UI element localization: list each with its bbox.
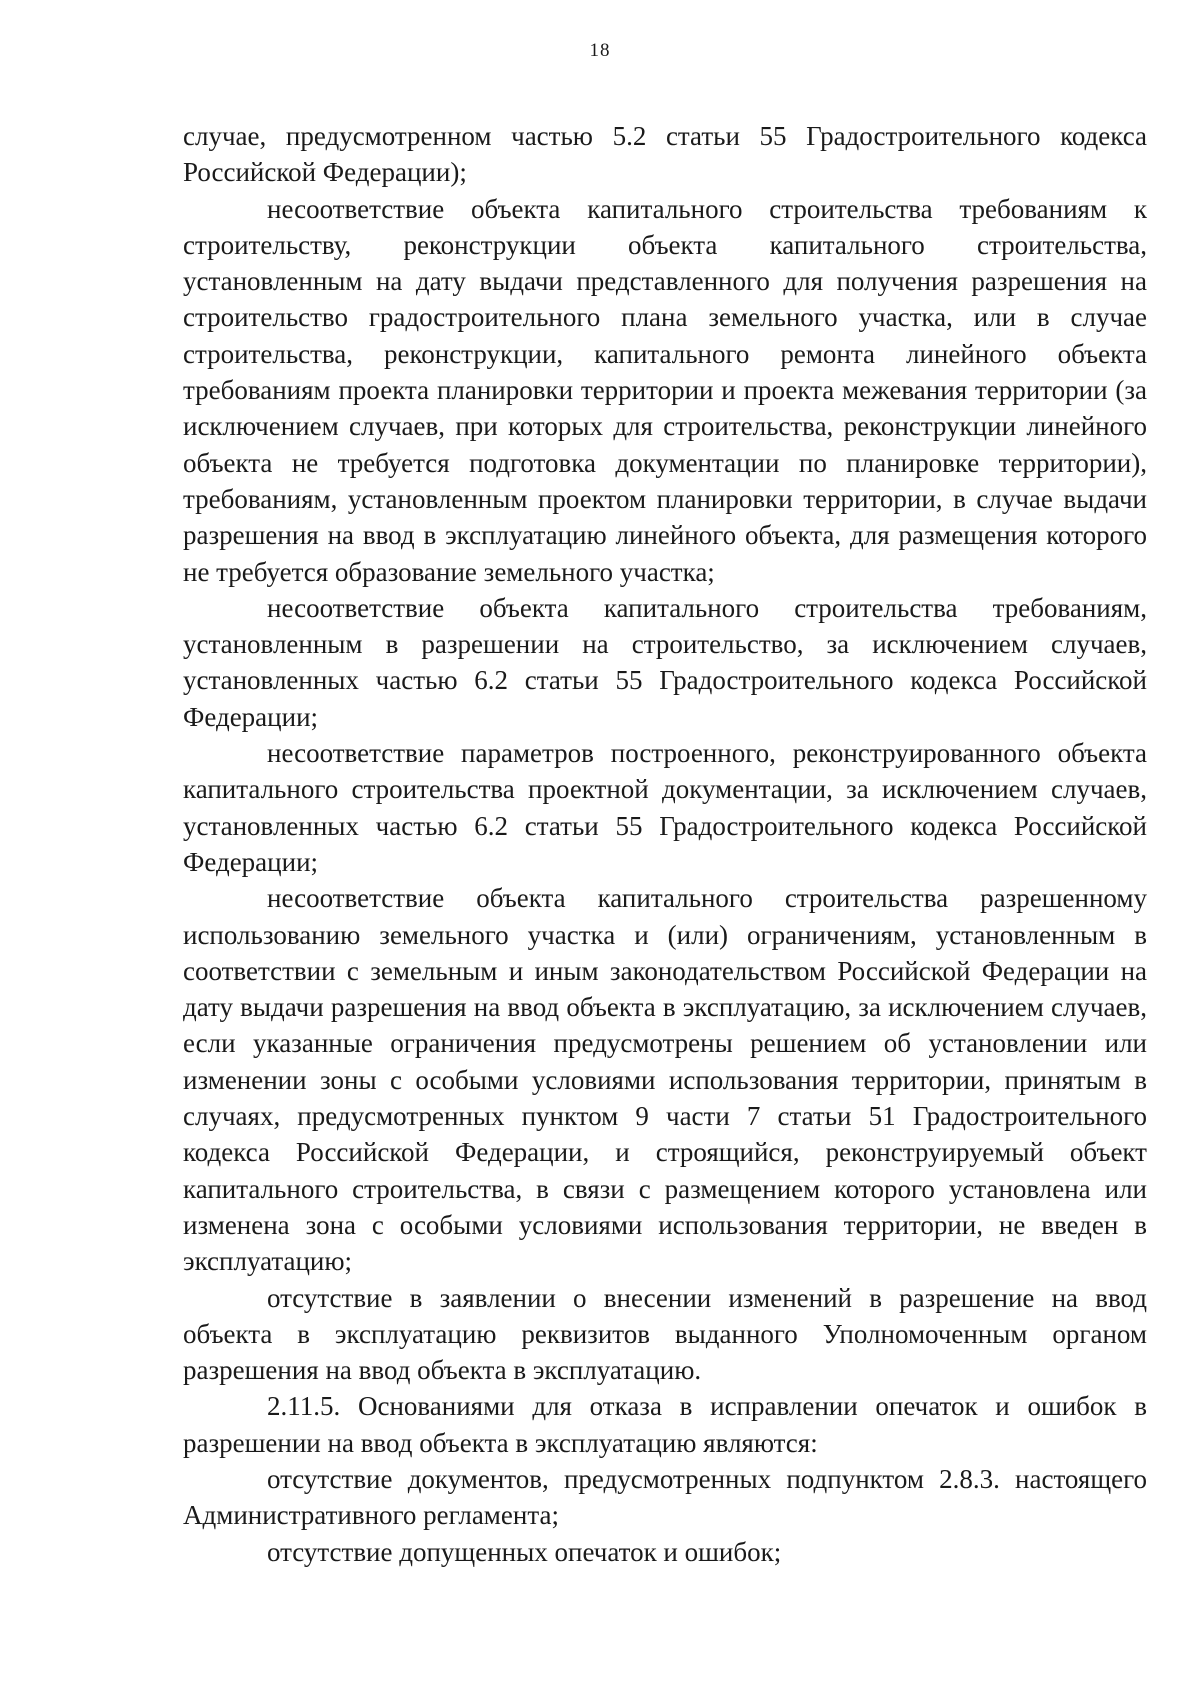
paragraph: несоответствие параметров построенного, реконструированного объекта капитального строительства проектной документации, за исключением случаев, установленных частью 6.2 статьи 55 Градостроительного кодекса Российской Федерации; xyxy=(183,738,1147,877)
paragraph: отсутствие допущенных опечаток и ошибок; xyxy=(267,1536,782,1567)
paragraph: несоответствие объекта капитального строительства требованиям к строительству, реконструкции объекта капитального строительства, установленным на дату выдачи представленного для получения разрешения на строительство градостроительного плана земельного участка, или в случае строительства, реконструкции, капитального ремонта линейного объекта требованиям проекта планировки территории и проекта межевания территории (за исключением случаев, при которых для строительства, реконструкции линейного объекта не требуется подготовка документации по планировке территории), требованиям, установленным проектом планировки территории, в случае выдачи разрешения на ввод в эксплуатацию линейного объекта, для размещения которого не требуется образование земельного участка; xyxy=(183,193,1147,587)
paragraph: несоответствие объекта капитального строительства разрешенному использованию земельного участка и (или) ограничениям, установленным в соответствии с земельным и иным законодательством Российской Федерации на дату выдачи разрешения на ввод объекта в эксплуатацию, за исключением случаев, если указанные ограничения предусмотрены решением об установлении или изменении зоны с особыми условиями использования территории, принятым в случаях, предусмотренных пунктом 9 части 7 статьи 51 Градостроительного кодекса Российской Федерации, и строящийся, реконструируемый объект капитального строительства, в связи с размещением которого установлена или изменена зона с особыми условиями использования территории, не введен в эксплуатацию; xyxy=(183,883,1147,1277)
page-number: 18 xyxy=(589,40,611,61)
document-body xyxy=(183,118,1147,1570)
paragraph: несоответствие объекта капитального строительства требованиям, установленным в разрешении на строительство, за исключением случаев, установленных частью 6.2 статьи 55 Градостроительного кодекса Российской Федерации; xyxy=(183,592,1147,732)
section-paragraph-2-11-5: 2.11.5. Основаниями для отказа в исправлении опечаток и ошибок в разрешении на ввод объекта в эксплуатацию являются: xyxy=(183,1391,1147,1458)
paragraph-continuation: случае, предусмотренном частью 5.2 статьи 55 Градостроительного кодекса Российской Федерации); xyxy=(183,121,1147,188)
paragraph: отсутствие документов, предусмотренных подпунктом 2.8.3. настоящего Административного регламента; xyxy=(183,1463,1147,1531)
paragraph: отсутствие в заявлении о внесении изменений в разрешение на ввод объекта в эксплуатацию реквизитов выданного Уполномоченным органом разрешения на ввод объекта в эксплуатацию. xyxy=(183,1282,1147,1386)
